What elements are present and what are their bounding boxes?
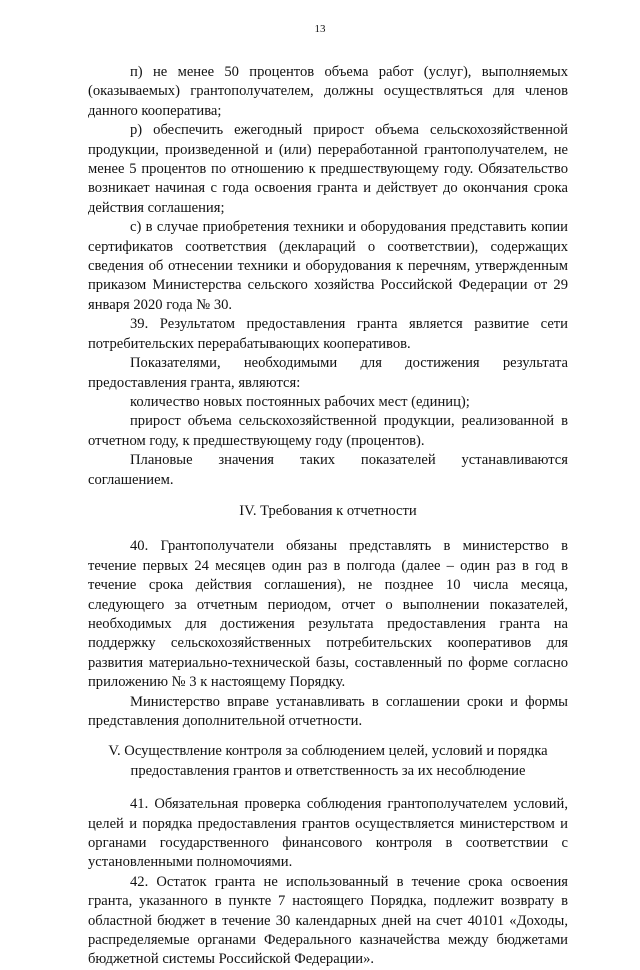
spacer [88,490,568,502]
paragraph-item-r: р) обеспечить ежегодный прирост объема сельскохозяйственной продукции, произведенной и (или) переработанной грантополучателем, не менее 5 процентов по отношению к предшествующему году. Обязательство возникает начиная с года освоения гранта и действует до окончания срока действия соглашения; [88,122,568,216]
paragraph-item-s: с) в случае приобретения техники и оборудования представить копии сертификатов соответствия (деклараций о соответствии), содержащих сведения об отнесении техники и оборудования к перечням, утвержденным приказом Министерства сельского хозяйства Российской Федерации от 29 января 2020 года № 30. [88,219,568,313]
paragraph-ministry-right: Министерство вправе устанавливать в соглашении сроки и формы представления дополнительной отчетности. [88,693,568,729]
paragraph-indicator-2: прирост объема сельскохозяйственной продукции, реализованной в отчетном году, к предшествующему году (процентов). [88,413,568,449]
document-body [88,63,568,970]
paragraph-41: 41. Обязательная проверка соблюдения грантополучателем условий, целей и порядка предоставления грантов осуществляется министерством и органами государственного финансового контроля в соответствии с установленными полномочиями. [88,796,568,871]
section-heading-iv: IV. Требования к отчетности [239,502,417,519]
spacer [88,521,568,537]
paragraph-40: 40. Грантополучатели обязаны представлять в министерство в течение первых 24 месяцев один раз в полгода (далее – один раз в год в течение срока действия соглашения), не позднее 10 числа месяца, следующего за отчетным периодом, отчет о выполнении показателей, необходимых для достижения результата предоставления гранта на поддержку сельскохозяйственных потребительских кооперативов для развития материально-технической базы, составленный по форме согласно приложению № 3 к настоящему Порядку. [88,538,568,691]
spacer [88,781,568,795]
paragraph-indicator-1: количество новых постоянных рабочих мест (единиц); [130,393,470,410]
section-heading-v-line-1: V. Осуществление контроля за соблюдением целей, условий и порядка [108,743,548,760]
page-number: 13 [314,23,326,35]
paragraph-indicators-intro: Показателями, необходимыми для достижения результата предоставления гранта, являются: [88,355,568,391]
spacer [88,731,568,742]
paragraph-42: 42. Остаток гранта не использованный в течение срока освоения гранта, указанного в пункте 7 настоящего Порядка, подлежит возврату в областной бюджет в течение 30 календарных дней на счет 40101 «Доходы, распределяемые органами Федерального казначейства между бюджетами бюджетной системы Российской Федерации». [88,873,568,968]
paragraph-39: 39. Результатом предоставления гранта является развитие сети потребительских перерабатывающих кооперативов. [88,316,568,352]
paragraph-plan-values: Плановые значения таких показателей устанавливаются соглашением. [88,452,568,488]
section-heading-v-line-2: предоставления грантов и ответственность за их несоблюдение [130,762,526,779]
paragraph-item-p: п) не менее 50 процентов объема работ (услуг), выполняемых (оказываемых) грантополучателем, должны осуществляться для членов данного кооператива; [88,64,568,119]
